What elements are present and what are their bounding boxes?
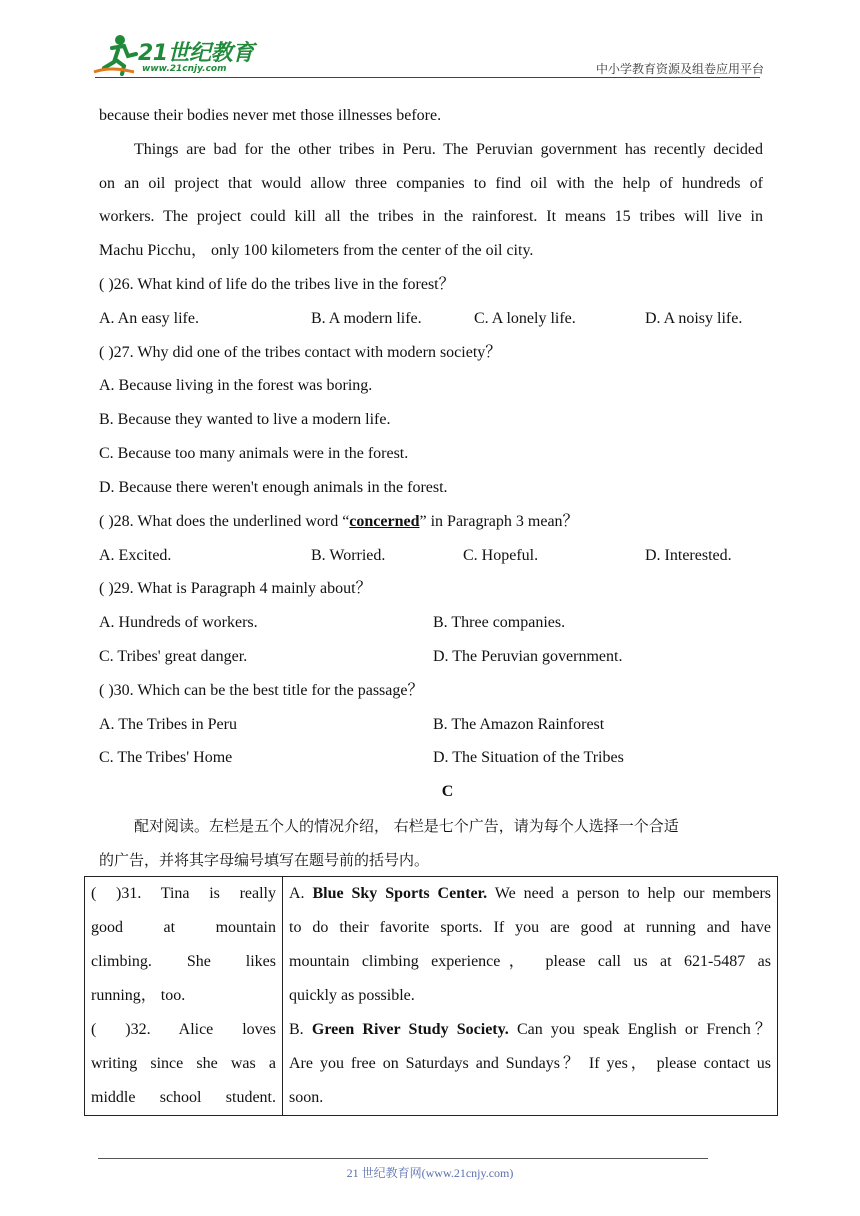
option-d: D. A noisy life. [645, 310, 743, 327]
option-a: A. Because living in the forest was boring. [99, 377, 373, 394]
question-text: ” in Paragraph 3 mean？ [419, 513, 579, 530]
site-logo [90, 32, 260, 76]
platform-label: 中小学教育资源及组卷应用平台 [595, 62, 764, 76]
question-29: ( )29. What is Paragraph 4 mainly about？ [99, 580, 372, 597]
ad-text: We need a person to help our members [487, 885, 772, 902]
option-b: B. A modern life. [311, 310, 422, 327]
question-text: ( )28. What does the underlined word “ [99, 513, 350, 530]
option-d: D. Because there weren't enough animals in the forest. [99, 479, 448, 496]
cell-line: good at mountain [91, 919, 276, 936]
logo-title: 21世纪教育 [138, 41, 254, 66]
passage-line: Machu Picchu， only 100 kilometers from the center of the oil city. [99, 242, 534, 259]
ad-title: Blue Sky Sports Center. [312, 885, 488, 902]
ad-letter: A. [289, 885, 313, 902]
ad-text: Can you speak English or French？ [508, 1021, 771, 1038]
option-a: A. Hundreds of workers. [99, 614, 258, 631]
ad-title: Green River Study Society. [311, 1021, 509, 1038]
cell-line: mountain climbing experience， please call us at 621-5487 as [289, 953, 771, 970]
question-28 [99, 512, 579, 532]
cell-line: middle school student. [91, 1089, 276, 1106]
option-c: C. The Tribes' Home [99, 749, 233, 766]
question-30: ( )30. Which can be the best title for the passage？ [99, 682, 424, 699]
option-b: B. Because they wanted to live a modern life. [99, 411, 391, 428]
page-header [90, 30, 770, 78]
runner-icon [90, 32, 140, 76]
ad-cell [283, 877, 778, 1116]
footer-divider [98, 1158, 708, 1159]
passage-line: workers. The project could kill all the tribes in the rainforest. It means 15 tribes will live in [99, 208, 763, 225]
person-cell-31 [85, 877, 283, 1116]
logo-url: www.21cnjy.com [142, 64, 227, 74]
cell-line: writing since she was a [91, 1055, 276, 1072]
option-a: A. Excited. [99, 547, 172, 564]
table-row [85, 877, 778, 1116]
cell-line [289, 1013, 771, 1047]
cell-line: running， too. [91, 987, 186, 1004]
question-26: ( )26. What kind of life do the tribes live in the forest？ [99, 276, 455, 293]
option-b: B. Three companies. [433, 614, 566, 631]
section-heading: C [441, 783, 454, 800]
option-c: C. Hopeful. [463, 547, 539, 564]
passage-line: because their bodies never met those illnesses before. [99, 107, 442, 124]
header-divider [95, 77, 760, 78]
page-footer: 21 世纪教育网(www.21cnjy.com) [346, 1166, 514, 1180]
cell-line: soon. [289, 1089, 324, 1106]
cell-line: Are you free on Saturdays and Sundays？ If yes， please contact us [289, 1055, 771, 1072]
option-c: C. Because too many animals were in the forest. [99, 445, 409, 462]
matching-table [84, 876, 778, 1116]
cell-line: climbing. She likes [91, 953, 276, 970]
option-d: D. Interested. [645, 547, 732, 564]
instructions-line: 配对阅读。左栏是五个人的情况介绍， 右栏是七个广告，请为每个人选择一个合适 [134, 817, 679, 835]
option-c: C. Tribes' great danger. [99, 648, 248, 665]
option-a: A. The Tribes in Peru [99, 716, 237, 733]
option-b: B. Worried. [311, 547, 386, 564]
instructions-line: 的广告，并将其字母编号填写在题号前的括号内。 [99, 851, 430, 869]
cell-line: to do their favorite sports. If you are good at running and have [289, 919, 771, 936]
cell-line: ( )32. Alice loves [91, 1021, 276, 1038]
option-d: D. The Situation of the Tribes [433, 749, 624, 766]
option-c: C. A lonely life. [474, 310, 576, 327]
ad-letter: B. [289, 1021, 312, 1038]
option-a: A. An easy life. [99, 310, 199, 327]
passage-line: Things are bad for the other tribes in Peru. The Peruvian government has recently decided [134, 141, 763, 158]
underlined-word: concerned [349, 513, 420, 530]
cell-line: ( )31. Tina is really [91, 885, 276, 902]
cell-line: quickly as possible. [289, 987, 415, 1004]
question-27: ( )27. Why did one of the tribes contact with modern society？ [99, 344, 502, 361]
option-b: B. The Amazon Rainforest [433, 716, 605, 733]
cell-line [289, 877, 771, 911]
passage-line: on an oil project that would allow three companies to find oil with the help of hundreds of [99, 175, 763, 192]
option-d: D. The Peruvian government. [433, 648, 623, 665]
